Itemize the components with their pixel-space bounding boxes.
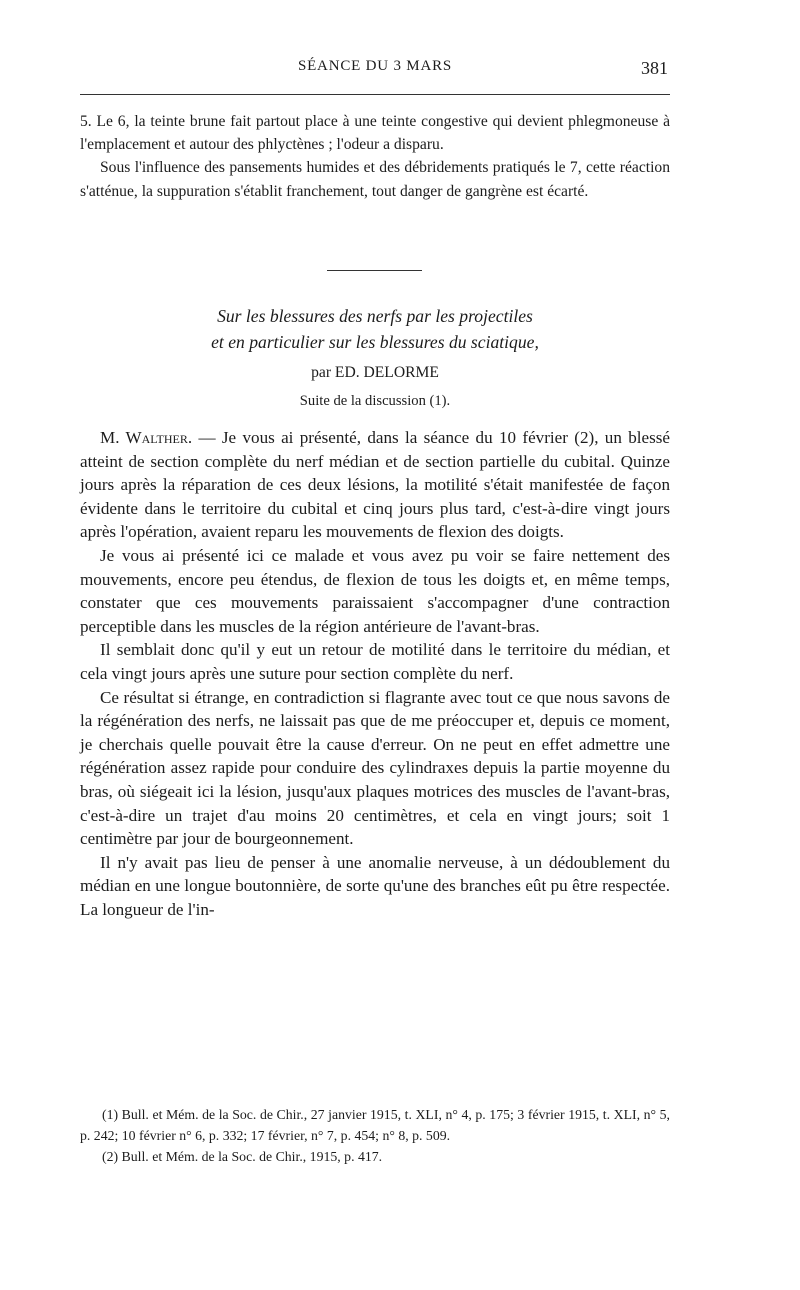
footnotes <box>80 1104 670 1167</box>
speaker-name: M. Walther. <box>100 428 193 447</box>
page-number: 381 <box>641 58 668 78</box>
paragraph: Je vous ai présenté ici ce malade et vous avez pu voir se faire nettement des mouvements, encore peu étendus, de flexion de tous les doigts et, en même temps, constater que ces mouvements paraissaient s'accompagner d'une contraction perceptible dans les muscles de la région antérieure de l'avant-bras. <box>80 545 670 636</box>
previous-article-text <box>80 110 670 203</box>
article-author: par ED. DELORME <box>311 364 439 381</box>
article-subtitle: Suite de la discussion (1). <box>299 393 451 409</box>
paragraph: Il semblait donc qu'il y eut un retour de motilité dans le territoire du médian, et cela vingt jours après une suture pour section complète du nerf. <box>80 640 670 683</box>
article-title-line-1: Sur les blessures des nerfs par les projectiles <box>217 306 533 326</box>
article-body <box>80 426 670 921</box>
section-separator <box>327 270 422 271</box>
paragraph <box>80 426 670 544</box>
paragraph: 5. Le 6, la teinte brune fait partout place à une teinte congestive qui devient phlegmoneuse à l'emplacement et autour des phlyctènes ; l'odeur a disparu. <box>80 113 670 154</box>
running-title: SÉANCE DU 3 MARS <box>297 58 453 74</box>
article-title-line-2: et en particulier sur les blessures du sciatique, <box>211 332 539 352</box>
footnote-1: (1) Bull. et Mém. de la Soc. de Chir., 27 janvier 1915, t. XLI, n° 4, p. 175; 3 février 1915, t. XLI, n° 5, p. 242; 10 février n° 6, p. 332; 17 février, n° 7, p. 454; n° 8, p. 509. <box>80 1107 670 1143</box>
footnote-2: (2) Bull. et Mém. de la Soc. de Chir., 1915, p. 417. <box>102 1149 383 1164</box>
paragraph: Ce résultat si étrange, en contradiction si flagrante avec tout ce que nous savons de la régénération des nerfs, ne laissait pas que de me préoccuper et, depuis ce moment, je cherchais quelle pouvait être la cause d'erreur. On ne peut en effet admettre une régénération assez rapide pour conduire des cylindraxes depuis la partie moyenne du bras, où siégeait ici la lésion, jusqu'aux plaques motrices des muscles de l'avant-bras, c'est-à-dire un trajet d'au moins 20 centimètres, et cela en vingt jours; soit 1 centimètre par jour de bourgeonnement. <box>80 687 670 849</box>
paragraph: Sous l'influence des pansements humides et des débridements pratiqués le 7, cette réaction s'atténue, la suppuration s'établit franchement, tout danger de gangrène est écarté. <box>80 159 670 200</box>
running-head <box>80 58 670 86</box>
paragraph-text: — Je vous ai présenté, dans la séance du 10 février (2), un blessé atteint de section complète du nerf médian et de section partielle du cubital. Quinze jours après la réparation de ces deux lésions, la motilité s'était manifestée de façon évidente dans le territoire du cubital et cinq jours plus tard, c'est-à-dire vingt jours après l'opération, avaient reparu les mouvements de flexion des doigts. <box>80 428 670 542</box>
paragraph: Il n'y avait pas lieu de penser à une anomalie nerveuse, à un dédoublement du médian en une longue boutonnière, de sorte qu'une des branches eût pu être respectée. La longueur de l'in- <box>80 852 670 919</box>
header-rule <box>80 94 670 95</box>
